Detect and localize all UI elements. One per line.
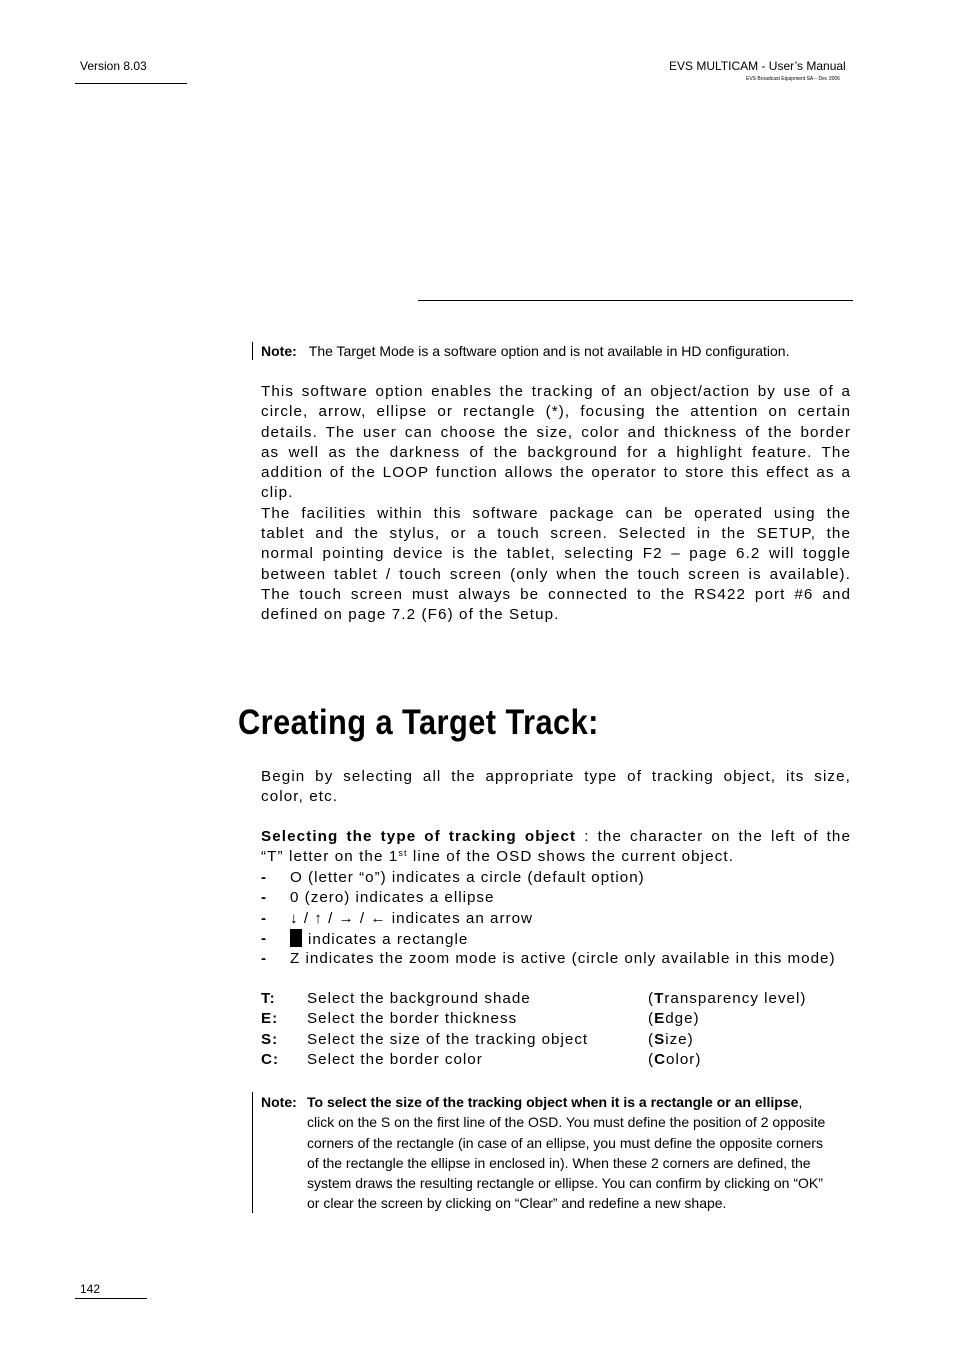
note-bottom-line: of the rectangle the ellipse in enclosed in). When these 2 corners are defined, the [307, 1154, 811, 1171]
key-mnemonic [648, 1009, 700, 1029]
mnemonic-rest: ize) [665, 1030, 694, 1048]
list-item [261, 929, 861, 949]
list-item-text: ↓ / ↑ / → / ← indicates an arrow [290, 909, 534, 927]
mnemonic-letter: C [654, 1050, 667, 1068]
begin-line: Begin by selecting all the appropriate type of tracking object, its size, [261, 768, 851, 785]
key-description: Select the border color [307, 1050, 483, 1068]
key-mnemonic [648, 1030, 694, 1050]
mnemonic-rest: dge) [665, 1010, 700, 1028]
list-dash: - [261, 909, 268, 927]
selecting-rest: : the character on the left of the [576, 828, 851, 845]
list-item-text: 0 (zero) indicates a ellipse [290, 889, 495, 907]
section-divider [418, 300, 853, 301]
header-version: Version 8.03 [80, 59, 147, 73]
list-dash: - [261, 869, 268, 886]
note-bottom-line [307, 1092, 861, 1112]
mnemonic-open: ( [648, 1050, 655, 1068]
key-table [261, 989, 861, 1070]
note-bottom-comma: , [798, 1094, 803, 1110]
note-bottom-body [307, 1092, 861, 1214]
mnemonic-letter: E [654, 1010, 666, 1028]
filled-rectangle-icon [290, 929, 302, 947]
list-item [261, 949, 861, 969]
selecting-line-1 [261, 827, 851, 847]
note-change-bar [252, 1092, 253, 1213]
intro-paragraph [261, 382, 851, 626]
key-row [261, 989, 861, 1009]
intro-line: clip. [261, 484, 294, 502]
key-label: E: [261, 1010, 279, 1028]
intro-line: This software option enables the tracking of an object/action by use of a [261, 383, 851, 400]
note-bottom [261, 1092, 861, 1214]
note-bottom-bold: To select the size of the tracking object when it is a rectangle or an ellipse [307, 1094, 799, 1110]
key-description: Select the background shade [307, 990, 531, 1007]
selecting-bold: Selecting the type of tracking object [261, 828, 577, 845]
header-publisher: EVS Broadcast Equipment SA – Dec 2006 [746, 76, 840, 82]
key-label: C: [261, 1050, 280, 1068]
selecting-line2-post: line of the OSD shows the current object. [407, 848, 735, 866]
mnemonic-open: ( [648, 1010, 655, 1028]
mnemonic-open: ( [648, 1030, 655, 1048]
intro-line: circle, arrow, ellipse or rectangle (*), focusing the attention on certain [261, 403, 851, 421]
key-mnemonic [648, 989, 806, 1009]
note-bottom-line: system draws the resulting rectangle or ellipse. You can confirm by clicking on “OK” [307, 1175, 823, 1192]
note-top-label: Note: [261, 343, 297, 359]
begin-line: color, etc. [261, 788, 339, 806]
note-bottom-label: Note: [261, 1094, 297, 1110]
list-item [261, 909, 861, 929]
section-title: Creating a Target Track: [238, 703, 599, 742]
intro-line: as well as the darkness of the background for a highlight feature. The [261, 443, 851, 461]
note-bottom-line: or clear the screen by clicking on “Clear” and redefine a new shape. [307, 1195, 727, 1212]
selecting-line-2 [261, 847, 851, 867]
key-row [261, 1030, 861, 1050]
footer-divider [75, 1298, 147, 1299]
list-dash: - [261, 889, 268, 907]
key-row [261, 1009, 861, 1029]
key-label: S: [261, 1030, 279, 1048]
note-top [261, 343, 789, 359]
note-bottom-line: corners of the rectangle (in case of an ellipse, you must define the opposite corners [307, 1134, 823, 1151]
intro-line: addition of the LOOP function allows the operator to store this effect as a [261, 464, 851, 482]
key-description: Select the border thickness [307, 1010, 518, 1028]
list-item [261, 868, 861, 888]
list-item-text: O (letter “o”) indicates a circle (default option) [290, 869, 645, 886]
note-bottom-line: click on the S on the first line of the OSD. You must define the position of 2 opposite [307, 1114, 826, 1131]
header-divider-left [75, 83, 187, 84]
selecting-paragraph [261, 827, 851, 868]
page-number: 142 [80, 1282, 101, 1296]
note-change-bar [252, 342, 253, 360]
key-description: Select the size of the tracking object [307, 1030, 589, 1048]
mnemonic-open: ( [648, 990, 655, 1007]
list-dash: - [261, 929, 268, 947]
key-label: T: [261, 990, 276, 1007]
list-item-text: indicates a rectangle [308, 930, 469, 948]
intro-line: defined on page 7.2 (F6) of the Setup. [261, 606, 560, 624]
mnemonic-letter: S [654, 1030, 666, 1048]
list-item [261, 888, 861, 908]
selecting-line2-sup: st [398, 848, 408, 859]
mnemonic-rest: ransparency level) [664, 990, 807, 1007]
selecting-line2-pre: “T” letter on the 1 [261, 848, 399, 866]
mnemonic-letter: T [654, 990, 665, 1007]
list-item-rectangle [290, 929, 468, 950]
header-manual-title: EVS MULTICAM - User’s Manual [669, 59, 846, 73]
note-top-text: The Target Mode is a software option and is not available in HD configuration. [308, 343, 790, 359]
intro-line: between tablet / touch screen (only when the touch screen is available). [261, 565, 851, 583]
intro-line: tablet and the stylus, or a touch screen. Selected in the SETUP, the [261, 525, 851, 543]
intro-line: details. The user can choose the size, color and thickness of the border [261, 423, 851, 441]
key-row [261, 1050, 861, 1070]
intro-line: The facilities within this software package can be operated using the [261, 504, 851, 522]
list-item-text: Z indicates the zoom mode is active (circle only available in this mode) [290, 950, 836, 968]
begin-paragraph [261, 767, 851, 808]
list-dash: - [261, 950, 268, 968]
key-mnemonic [648, 1050, 701, 1070]
intro-line: normal pointing device is the tablet, selecting F2 – page 6.2 will toggle [261, 545, 851, 563]
object-type-list [261, 868, 861, 969]
mnemonic-rest: olor) [666, 1050, 702, 1068]
intro-line: The touch screen must always be connected to the RS422 port #6 and [261, 585, 851, 603]
